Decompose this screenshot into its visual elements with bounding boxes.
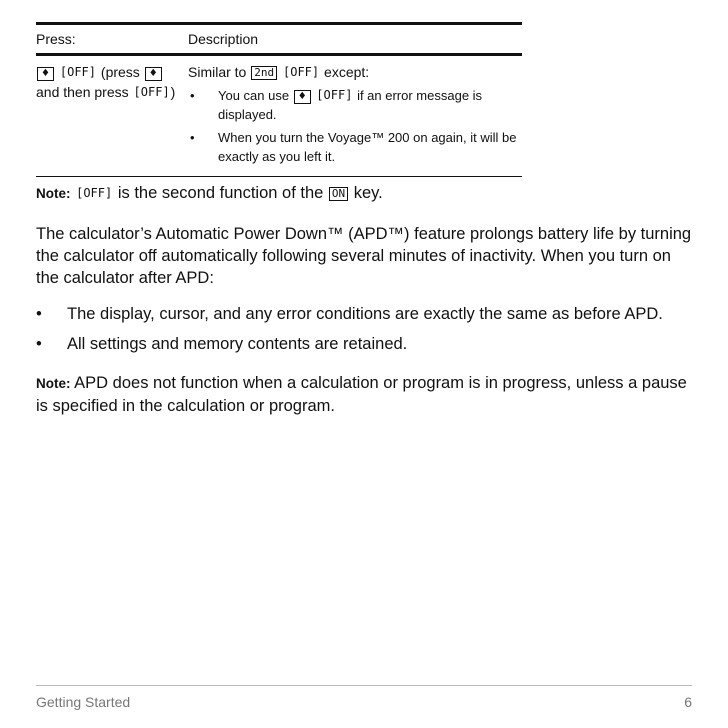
page-number: 6 bbox=[684, 694, 692, 710]
header-description: Description bbox=[188, 31, 259, 47]
bullet-mark: • bbox=[36, 335, 42, 353]
list-item bbox=[188, 86, 522, 124]
description-bullets bbox=[188, 86, 522, 166]
note-label: Note: bbox=[36, 376, 71, 391]
bullet1-text-a: You can use bbox=[218, 88, 293, 103]
footer-section-title: Getting Started bbox=[36, 694, 131, 710]
apd-paragraph: The calculator’s Automatic Power Down™ (APD™) feature prolongs battery life by turning the calculator off automatically following several minutes of inactivity. When you turn on the calculator after APD: bbox=[36, 225, 692, 287]
note-apd bbox=[36, 372, 696, 417]
press-text-c: ) bbox=[170, 84, 176, 100]
press-description-table bbox=[36, 22, 522, 177]
list-item: • When you turn the Voyage™ 200 on again, it will be exactly as you left it. bbox=[188, 128, 522, 166]
desc-text-a: Similar to bbox=[188, 64, 251, 80]
header-press: Press: bbox=[36, 31, 76, 47]
table-header-row bbox=[36, 25, 522, 53]
off-key-5: [ OFF ] bbox=[75, 187, 113, 199]
diamond-key-3: ♦ bbox=[294, 90, 311, 104]
off-key-2: [ OFF ] bbox=[133, 86, 171, 98]
note1-text-b: key. bbox=[349, 184, 383, 202]
on-key: ON bbox=[329, 187, 348, 201]
note-label: Note: bbox=[36, 186, 71, 201]
diamond-key: ♦ bbox=[37, 67, 54, 81]
table-row bbox=[36, 56, 522, 176]
list-item bbox=[36, 333, 696, 355]
press-text-a: (press bbox=[97, 64, 144, 80]
bullet-text: The display, cursor, and any error conditions are exactly the same as before APD. bbox=[67, 305, 663, 323]
apd-bullet-list bbox=[36, 303, 696, 363]
note1-text-a: is the second function of the bbox=[113, 184, 328, 202]
list-item bbox=[36, 303, 696, 325]
2nd-key: 2nd bbox=[251, 66, 277, 80]
bullet1-text-b: if an error message is displayed. bbox=[218, 88, 483, 122]
bullet-text: All settings and memory contents are retained. bbox=[67, 335, 408, 353]
desc-text-b: except: bbox=[320, 64, 370, 80]
table-bottom-rule bbox=[36, 176, 522, 177]
press-text-b: and then press bbox=[36, 84, 133, 100]
bullet-mark: • bbox=[36, 305, 42, 323]
note2-text: APD does not function when a calculation or program is in progress, unless a pause is specified in the calculation or program. bbox=[36, 374, 687, 415]
footer-rule bbox=[36, 685, 692, 686]
off-key: [ OFF ] bbox=[59, 66, 97, 78]
diamond-key-2: ♦ bbox=[145, 67, 162, 81]
off-key-4: [ OFF ] bbox=[315, 89, 353, 101]
note-off-key bbox=[36, 182, 696, 205]
press-cell bbox=[36, 62, 188, 170]
off-key-3: [ OFF ] bbox=[282, 66, 320, 78]
description-cell bbox=[188, 62, 522, 170]
